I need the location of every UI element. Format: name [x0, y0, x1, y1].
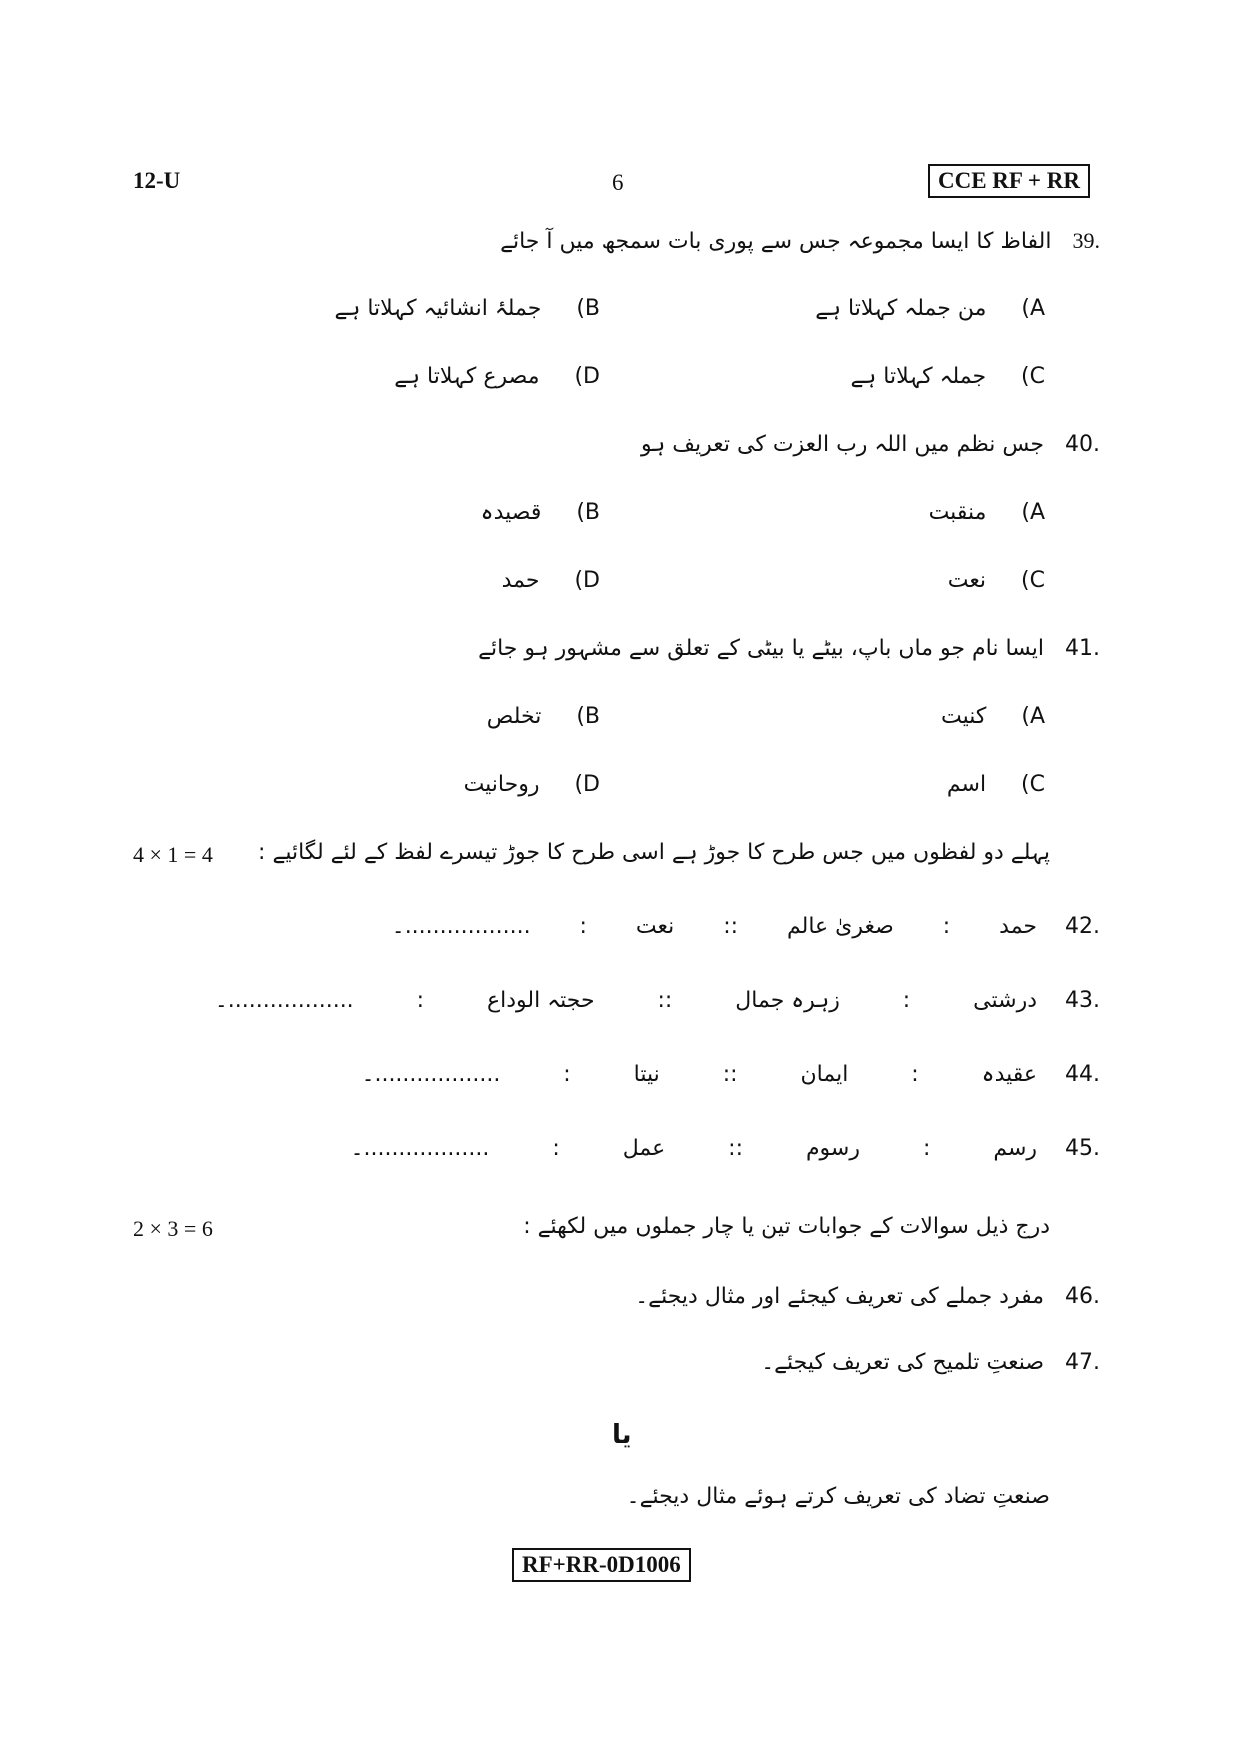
paper-code: 12-U	[133, 168, 181, 193]
analogy-word-2: صغریٰ عالم	[786, 914, 894, 939]
double-colon: ::	[657, 988, 673, 1013]
option-text: تخلص	[486, 704, 542, 729]
option-a	[941, 704, 1045, 729]
question-40	[641, 432, 1100, 457]
option-text: جملہ کہلاتا ہے	[850, 364, 987, 389]
double-colon: ::	[722, 1062, 738, 1087]
colon: :	[902, 988, 911, 1013]
analogy-word-3: حجتہ الوداع	[487, 988, 595, 1013]
option-text: روحانیت	[463, 772, 540, 797]
option-d	[394, 364, 600, 389]
colon: :	[416, 988, 425, 1013]
option-label: A)	[1021, 500, 1045, 525]
section-instruction: پہلے دو لفظوں میں جس طرح کا جوڑ ہے اسی طرح کا جوڑ تیسرے لفظ کے لئے لگائیے :	[258, 840, 1050, 865]
answer-blank: ..................۔	[350, 1136, 490, 1161]
footer-code-box: RF+RR-0D1006	[512, 1548, 691, 1582]
section-marks: 2 × 3 = 6	[133, 1216, 213, 1241]
option-text: کنیت	[941, 704, 987, 729]
option-text: حمد	[501, 568, 540, 593]
analogy-45	[351, 1136, 1100, 1161]
answer-blank: ..................۔	[361, 1062, 501, 1087]
question-number: .41	[1065, 636, 1100, 661]
analogy-word-3: عمل	[622, 1136, 666, 1161]
colon: :	[922, 1136, 931, 1161]
option-c	[948, 568, 1045, 593]
option-label: A)	[1021, 296, 1045, 321]
option-label: C)	[1021, 364, 1045, 389]
option-b	[487, 704, 600, 729]
question-46	[635, 1284, 1100, 1309]
option-a	[815, 296, 1045, 321]
option-d	[464, 772, 600, 797]
question-text: مفرد جملے کی تعریف کیجئے اور مثال دیجئے۔	[635, 1284, 1045, 1309]
analogy-word-2: زہرہ جمال	[735, 988, 840, 1013]
option-c	[850, 364, 1045, 389]
section-marks: 4 × 1 = 4	[133, 842, 213, 867]
option-text: قصیدہ	[480, 500, 542, 525]
option-label: D)	[574, 364, 600, 389]
analogy-word-1: حمد	[999, 914, 1038, 939]
question-41	[478, 636, 1100, 661]
analogy-word-2: ایمان	[800, 1062, 849, 1087]
colon: :	[942, 914, 951, 939]
option-label: D)	[574, 568, 600, 593]
question-47-alternative: صنعتِ تضاد کی تعریف کرتے ہوئے مثال دیجئے۔	[626, 1484, 1050, 1509]
double-colon: ::	[728, 1136, 743, 1161]
colon: :	[579, 914, 587, 939]
option-b	[335, 296, 600, 321]
colon: :	[552, 1136, 560, 1161]
question-47	[761, 1350, 1100, 1375]
question-text: جس نظم میں اللہ رب العزت کی تعریف ہو	[641, 432, 1045, 457]
colon: :	[911, 1062, 919, 1087]
question-number: .43	[1065, 988, 1100, 1013]
option-label: C)	[1021, 568, 1045, 593]
or-separator: یا	[612, 1420, 632, 1450]
question-text: الفاظ کا ایسا مجموعہ جس سے پوری بات سمجھ میں آ جائے	[500, 229, 1052, 254]
question-number: .46	[1065, 1284, 1100, 1309]
question-number: .39	[1072, 228, 1100, 253]
question-number: .45	[1065, 1136, 1100, 1161]
option-a	[929, 500, 1045, 525]
option-text: جملۂ انشائیہ کہلاتا ہے	[334, 296, 542, 321]
option-label: B)	[576, 704, 600, 729]
analogy-word-1: درشتی	[973, 988, 1038, 1013]
option-text: نعت	[947, 568, 987, 593]
analogy-word-3: نعت	[635, 914, 675, 939]
question-text: صنعتِ تلمیح کی تعریف کیجئے۔	[761, 1350, 1045, 1375]
option-label: C)	[1021, 772, 1045, 797]
answer-blank: ..................۔	[391, 914, 531, 939]
analogy-word-1: رسم	[993, 1136, 1038, 1161]
section-instruction: درج ذیل سوالات کے جوابات تین یا چار جملوں میں لکھئے :	[523, 1214, 1050, 1239]
analogy-44	[362, 1062, 1100, 1087]
analogy-word-1: عقیدہ	[981, 1062, 1038, 1087]
option-d	[502, 568, 600, 593]
double-colon: ::	[723, 914, 739, 939]
option-text: منقبت	[928, 500, 987, 525]
option-text: من جملہ کہلاتا ہے	[815, 296, 987, 321]
question-number: .44	[1065, 1062, 1100, 1087]
analogy-42	[392, 914, 1100, 939]
option-text: مصرع کہلاتا ہے	[394, 364, 540, 389]
analogy-word-3: نیتا	[633, 1062, 660, 1087]
question-number: .40	[1065, 432, 1100, 457]
question-39	[500, 228, 1100, 254]
option-text: اسم	[946, 772, 987, 797]
question-text: ایسا نام جو ماں باپ، بیٹے یا بیٹی کے تعلق سے مشہور ہو جائے	[478, 636, 1045, 661]
analogy-word-2: رسوم	[805, 1136, 860, 1161]
option-label: B)	[576, 500, 600, 525]
colon: :	[563, 1062, 571, 1087]
option-label: B)	[576, 296, 600, 321]
option-b	[481, 500, 600, 525]
option-label: D)	[574, 772, 600, 797]
page-number: 6	[612, 170, 624, 195]
answer-blank: ..................۔	[214, 988, 354, 1013]
exam-code-box: CCE RF + RR	[928, 164, 1090, 198]
option-c	[947, 772, 1045, 797]
question-number: .42	[1065, 914, 1100, 939]
option-label: A)	[1021, 704, 1045, 729]
analogy-43	[215, 988, 1100, 1013]
question-number: .47	[1065, 1350, 1100, 1375]
